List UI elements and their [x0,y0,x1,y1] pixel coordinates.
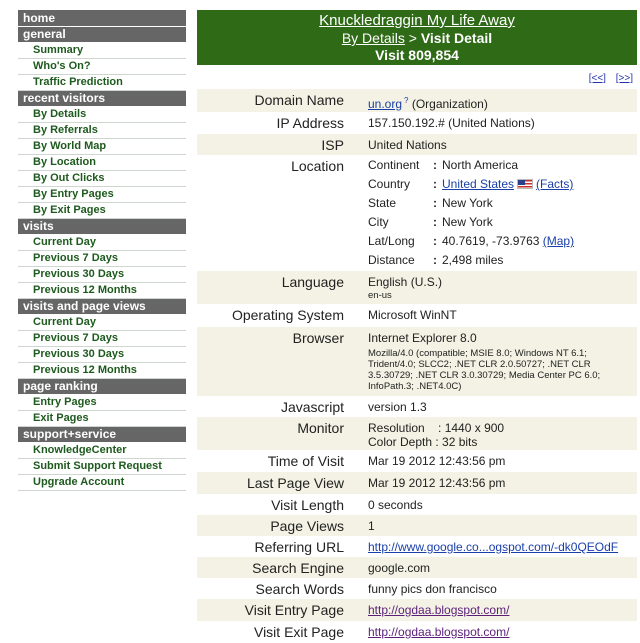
country-facts-link[interactable]: (Facts) [536,177,574,191]
row-referring-url [197,536,637,557]
row-search-words [197,578,637,599]
state-value: New York [442,196,493,210]
sidebar-item-by-world-map[interactable]: By World Map [18,139,186,155]
sidebar-section-visits-and-page-views: visits and page views [18,299,186,314]
city-value: New York [442,215,493,229]
sidebar-home-link[interactable]: home [18,10,186,26]
breadcrumb-by-details-link[interactable]: By Details [341,30,405,46]
sidebar-section-general: general [18,27,186,42]
sidebar-item-pageviews-current-day[interactable]: Current Day [18,315,186,331]
row-search-engine [197,557,637,578]
referring-url-link[interactable]: http://www.google.co...ogspot.com/-dk0QEOdF [368,540,619,554]
sidebar-section-page-ranking: page ranking [18,379,186,394]
location-subtable [368,156,574,270]
visit-exit-page-link[interactable]: http://ogdaa.blogspot.com/ [368,625,510,639]
domain-name-note: (Organization) [408,97,488,111]
row-operating-system [197,304,637,327]
visit-entry-page-link[interactable]: http://ogdaa.blogspot.com/ [368,603,510,617]
browser-label: Browser [197,327,356,396]
language-code: en-us [368,290,392,301]
referring-url-label: Referring URL [254,539,344,555]
sidebar-section-recent-visitors: recent visitors [18,91,186,106]
page-views-value: 1 [356,515,637,536]
sidebar-item-pageviews-previous-30-days[interactable]: Previous 30 Days [18,347,186,363]
row-javascript [197,396,637,417]
row-page-views [197,515,637,536]
sidebar-item-whos-on[interactable]: Who's On? [18,59,186,75]
monitor-resolution: Resolution : 1440 x 900 [368,421,505,435]
visit-entry-page-value [356,599,637,621]
row-ip-address [197,112,637,134]
sidebar-item-traffic-prediction[interactable]: Traffic Prediction [18,75,186,91]
sidebar-section-visits: visits [18,219,186,234]
location-value [356,155,637,271]
row-visit-entry-page [197,599,637,621]
domain-name-label: Domain Name [197,89,356,112]
map-link[interactable]: (Map) [542,234,575,248]
latlong-value [442,232,574,251]
row-last-page-view [197,472,637,494]
country-link[interactable]: United States [442,177,515,191]
sidebar-item-visits-current-day[interactable]: Current Day [18,235,186,251]
monitor-value [356,417,637,450]
visit-exit-page-value [356,621,637,643]
search-engine-label: Search Engine [197,557,356,578]
domain-help-icon[interactable]: ? [404,96,409,105]
row-domain-name [197,89,637,112]
sidebar-item-by-details[interactable]: By Details [18,107,186,123]
time-of-visit-label: Time of Visit [267,453,344,469]
referring-url-value [356,536,637,557]
search-engine-value: google.com [356,557,637,578]
monitor-color-depth: Color Depth : 32 bits [368,435,478,449]
distance-key: Distance [368,253,415,267]
country-colon: : [433,177,437,191]
breadcrumb-current: Visit Detail [420,30,493,46]
country-key: Country [368,177,411,191]
visit-length-value: 0 seconds [368,498,423,512]
next-visit-link[interactable]: [>>] [615,73,633,84]
sidebar-item-visits-previous-12-months[interactable]: Previous 12 Months [18,283,186,299]
page-header-banner [197,10,637,65]
operating-system-label: Operating System [231,307,344,323]
location-label: Location [291,158,344,174]
visit-detail-table [197,89,637,643]
sidebar-nav [18,10,186,491]
sidebar-section-support-service: support+service [18,427,186,442]
domain-name-value [356,89,637,112]
city-colon: : [433,215,437,229]
state-colon: : [433,196,437,210]
language-value [356,271,637,304]
sidebar-item-entry-pages[interactable]: Entry Pages [18,395,186,411]
main-content [197,10,637,643]
continent-colon: : [433,158,437,172]
sidebar-item-knowledge-center[interactable]: KnowledgeCenter [18,443,186,459]
latlong-text: 40.7619, -73.9763 [442,234,540,248]
isp-label: ISP [197,134,356,155]
browser-user-agent: Mozilla/4.0 (compatible; MSIE 8.0; Windows NT 6.1; Trident/4.0; SLCC2; .NET CLR 2.0.50727; .NET CLR 3.5.30729; .NET CLR 3.0.30729; Media Center PC 6.0; InfoPath.3; .NET4.0C) [368,348,601,392]
sidebar-item-pageviews-previous-7-days[interactable]: Previous 7 Days [18,331,186,347]
last-page-view-value: Mar 19 2012 12:43:56 pm [356,472,637,494]
isp-value: United Nations [356,134,637,155]
continent-value: North America [442,158,519,172]
row-language [197,271,637,304]
sidebar-item-pageviews-previous-12-months[interactable]: Previous 12 Months [18,363,186,379]
us-flag-icon [517,179,533,189]
language-label: Language [197,271,356,304]
visit-length-label: Visit Length [271,497,344,513]
sidebar-item-by-location[interactable]: By Location [18,155,186,171]
sidebar-item-visits-previous-7-days[interactable]: Previous 7 Days [18,251,186,267]
page-views-label: Page Views [197,515,356,536]
breadcrumb-separator: > [404,30,421,46]
row-location [197,155,637,271]
latlong-colon: : [433,234,437,248]
latlong-key: Lat/Long [368,234,415,248]
row-time-of-visit [197,450,637,472]
row-isp [197,134,637,155]
sidebar-item-by-entry-pages[interactable]: By Entry Pages [18,187,186,203]
sidebar-item-exit-pages[interactable]: Exit Pages [18,411,186,427]
ip-address-label: IP Address [276,115,344,131]
sidebar-item-by-out-clicks[interactable]: By Out Clicks [18,171,186,187]
javascript-label: Javascript [280,399,344,415]
search-words-label: Search Words [255,581,344,597]
monitor-label: Monitor [197,417,356,450]
sidebar-item-upgrade-account[interactable]: Upgrade Account [18,475,186,491]
last-page-view-label: Last Page View [197,472,356,494]
row-visit-length [197,494,637,515]
row-browser [197,327,637,396]
country-value [442,175,574,194]
sidebar-item-by-exit-pages[interactable]: By Exit Pages [18,203,186,219]
continent-key: Continent [368,158,420,172]
ip-address-value: 157.150.192.# (United Nations) [368,116,535,130]
row-visit-exit-page [197,621,637,643]
language-text: English (U.S.) [368,275,443,289]
sidebar-item-visits-previous-30-days[interactable]: Previous 30 Days [18,267,186,283]
visit-exit-page-label: Visit Exit Page [253,624,344,640]
sidebar-item-summary[interactable]: Summary [18,43,186,59]
city-key: City [368,215,389,229]
breadcrumb [197,30,637,47]
operating-system-value: Microsoft WinNT [368,308,457,322]
distance-colon: : [433,253,437,267]
browser-value [356,327,637,396]
visit-entry-page-label: Visit Entry Page [197,599,356,621]
browser-text: Internet Explorer 8.0 [368,331,477,345]
sidebar-item-submit-support-request[interactable]: Submit Support Request [18,459,186,475]
domain-name-link[interactable]: un.org [368,97,403,111]
visit-number-title: Visit 809,854 [375,47,459,63]
site-title-link[interactable]: Knuckledraggin My Life Away [319,12,515,29]
pager [197,65,637,89]
state-key: State [368,196,397,210]
prev-visit-link[interactable]: [<<] [588,73,606,84]
javascript-value: version 1.3 [368,400,427,414]
distance-value: 2,498 miles [442,253,504,267]
search-words-value: funny pics don francisco [368,582,497,596]
row-monitor [197,417,637,450]
sidebar-item-by-referrals[interactable]: By Referrals [18,123,186,139]
time-of-visit-value: Mar 19 2012 12:43:56 pm [368,454,506,468]
